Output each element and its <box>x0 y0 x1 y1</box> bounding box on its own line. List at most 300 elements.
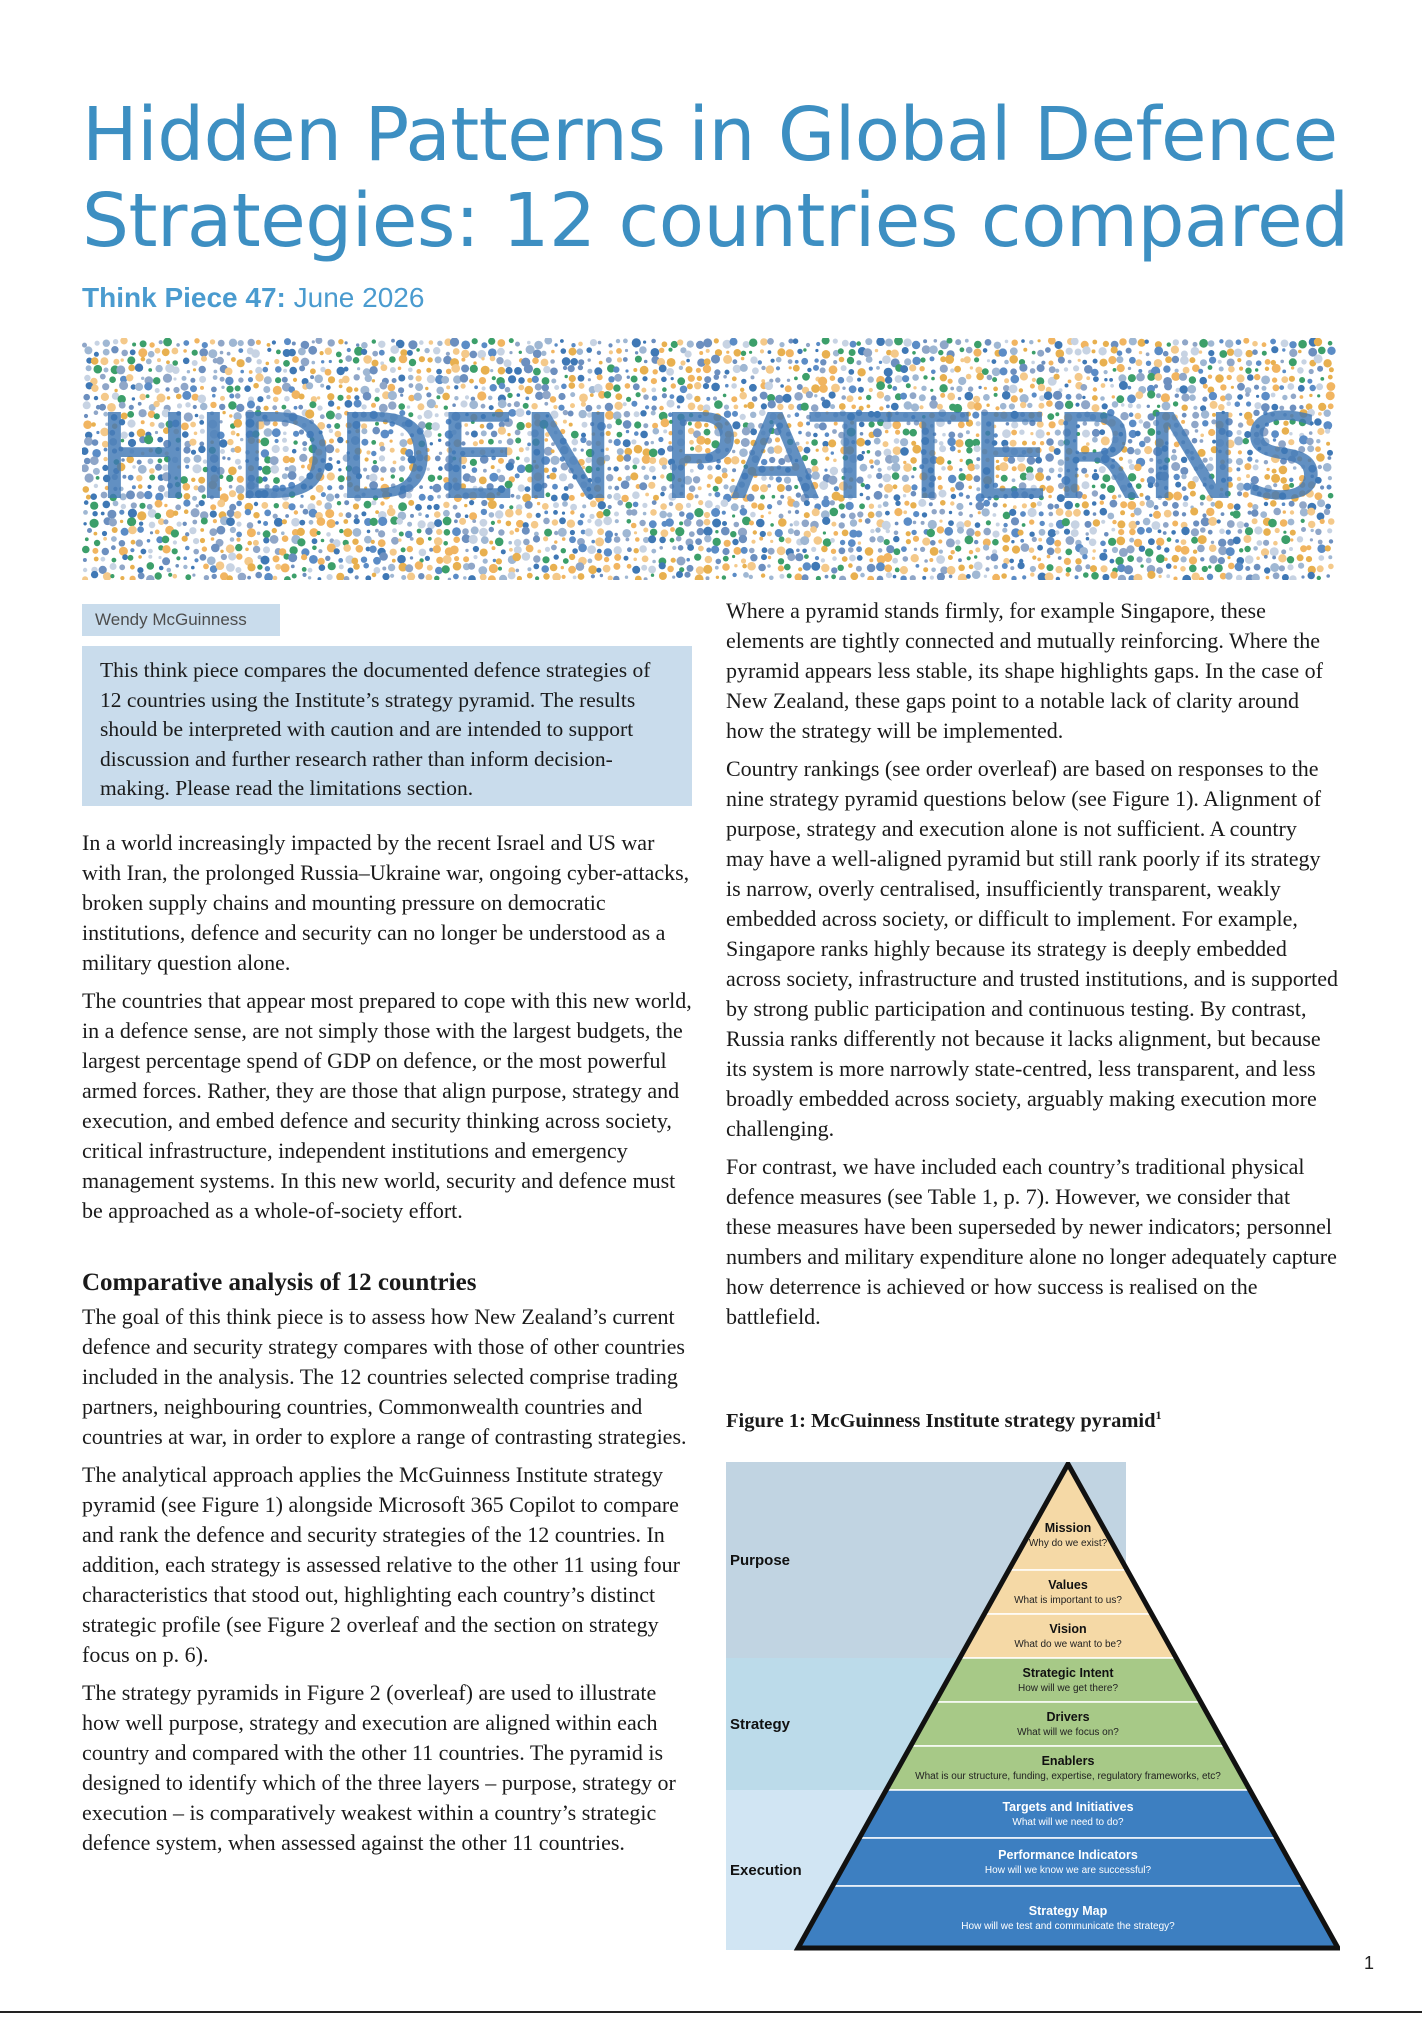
banner-dot <box>848 539 856 547</box>
banner-dot <box>1327 347 1335 355</box>
banner-dot <box>85 537 89 541</box>
pyramid-row-title: Strategic Intent <box>1022 1666 1114 1680</box>
banner-dot <box>838 565 844 571</box>
banner-dot <box>1289 341 1296 348</box>
banner-dot <box>392 559 396 563</box>
banner-dot <box>275 377 281 383</box>
banner-dot <box>501 549 506 554</box>
banner-dot <box>1163 365 1170 372</box>
banner-dot <box>369 366 377 374</box>
banner-dot <box>992 539 999 546</box>
banner-dot <box>535 576 539 580</box>
banner-dot <box>527 567 531 571</box>
banner-dot <box>570 530 575 535</box>
banner-dot <box>1064 367 1068 371</box>
banner-dot <box>225 368 233 376</box>
banner-dot <box>147 539 151 543</box>
banner-dot <box>1328 518 1335 525</box>
banner-dot <box>911 554 919 562</box>
banner-dot <box>162 545 170 553</box>
banner-dot <box>685 351 692 358</box>
pyramid-row <box>832 1838 1304 1886</box>
banner-dot <box>820 367 826 373</box>
banner-dot <box>1154 359 1163 368</box>
banner-dot <box>1209 544 1217 552</box>
banner-dot <box>585 528 593 536</box>
banner-dot <box>365 575 371 580</box>
banner-title-text: HIDDEN PATTERNS <box>95 388 1325 526</box>
banner-dot <box>651 574 654 577</box>
banner-dot <box>850 341 857 348</box>
banner-dot <box>428 537 432 541</box>
banner-dot <box>870 529 874 533</box>
banner-dot <box>885 339 893 347</box>
banner-dot <box>253 540 259 546</box>
banner-dot <box>724 540 731 547</box>
banner-dot <box>1226 547 1235 556</box>
banner-dot <box>263 367 269 373</box>
banner-dot <box>1275 528 1280 533</box>
banner-dot <box>453 574 459 580</box>
banner-dot <box>140 340 147 347</box>
banner-dot <box>849 555 856 562</box>
banner-dot <box>635 351 638 354</box>
banner-dot <box>220 377 225 382</box>
banner-dot <box>1287 564 1293 570</box>
banner-dot <box>816 576 821 580</box>
banner-dot <box>776 366 780 370</box>
banner-dot <box>533 555 540 562</box>
banner-dot <box>1086 532 1089 535</box>
banner-dot <box>480 549 488 557</box>
banner-dot <box>1129 338 1137 345</box>
banner-dot <box>86 495 91 500</box>
pyramid-row-title: Values <box>1048 1578 1088 1592</box>
banner-dot <box>102 548 109 555</box>
banner-dot <box>496 558 502 564</box>
banner-dot <box>265 566 270 571</box>
banner-dot <box>128 365 135 372</box>
banner-dot <box>1257 540 1263 546</box>
banner-dot <box>172 366 180 374</box>
banner-dot <box>633 558 637 562</box>
banner-dot <box>138 348 147 357</box>
banner-dot <box>625 576 628 579</box>
banner-dot <box>121 528 129 536</box>
banner-dot <box>1237 358 1241 362</box>
banner-dot <box>975 531 981 537</box>
banner-dot <box>722 548 729 555</box>
banner-dot <box>339 564 344 569</box>
banner-dot <box>1078 359 1081 362</box>
banner-dot <box>363 563 369 569</box>
banner-dot <box>1154 347 1163 356</box>
banner-dot <box>1282 370 1286 374</box>
banner-dot <box>1118 575 1126 580</box>
banner-dot <box>399 532 404 537</box>
banner-dot <box>751 540 755 544</box>
banner-dot <box>616 339 620 343</box>
banner-dot <box>1091 369 1099 377</box>
banner-dot <box>257 532 261 536</box>
banner-dot <box>711 355 720 364</box>
banner-dot <box>1116 356 1123 363</box>
banner-dot <box>608 576 613 581</box>
banner-dot <box>749 575 753 579</box>
banner-dot <box>544 338 552 345</box>
banner-dot <box>516 569 520 573</box>
banner-dot <box>121 358 124 361</box>
banner-dot <box>777 546 786 555</box>
banner-dot <box>517 576 522 580</box>
banner-dot <box>416 537 424 545</box>
banner-dot <box>869 558 873 562</box>
banner-dot <box>248 377 253 382</box>
banner-dot <box>282 535 289 542</box>
banner-dot <box>83 420 92 429</box>
banner-dot <box>923 339 927 343</box>
banner-dot <box>1207 574 1213 580</box>
banner-dot <box>276 350 281 355</box>
banner-dot <box>297 538 305 546</box>
banner-dot <box>833 360 837 364</box>
banner-dot <box>551 379 556 384</box>
banner-dot <box>541 565 549 573</box>
banner-dot <box>1317 576 1321 580</box>
banner-dot <box>1173 565 1177 569</box>
banner-dot <box>391 339 395 343</box>
banner-dot <box>1167 537 1172 542</box>
banner-dot <box>1075 373 1083 381</box>
banner-dot <box>929 345 938 354</box>
banner-dot <box>1124 565 1133 574</box>
banner-dot <box>1037 545 1043 551</box>
banner-dot <box>822 350 831 359</box>
banner-dot <box>1298 563 1304 569</box>
banner-dot <box>1066 536 1075 545</box>
banner-dot <box>255 367 262 374</box>
banner-dot <box>609 350 613 354</box>
banner-dot <box>175 564 179 568</box>
banner-dot <box>920 547 925 552</box>
banner-dot <box>1254 374 1260 380</box>
banner-dot <box>155 530 160 535</box>
banner-dot <box>1320 377 1324 381</box>
banner-dot <box>1055 547 1062 554</box>
banner-dot <box>821 558 825 562</box>
think-piece-subtitle <box>82 282 424 314</box>
banner-dot <box>1093 376 1099 382</box>
banner-dot <box>345 355 352 362</box>
banner-dot <box>91 357 99 365</box>
banner-dot <box>127 356 135 364</box>
banner-dot <box>1068 380 1072 384</box>
banner-dot <box>608 343 612 347</box>
banner-dot <box>1244 546 1250 552</box>
banner-dot <box>966 574 971 579</box>
banner-dot <box>1309 369 1314 374</box>
banner-dot <box>760 349 764 353</box>
banner-dot <box>1157 545 1162 550</box>
banner-dot <box>419 340 424 345</box>
banner-dot <box>101 557 106 562</box>
banner-dot <box>938 350 943 355</box>
banner-dot <box>1318 347 1326 355</box>
banner-dot <box>292 574 297 579</box>
banner-dot <box>551 350 555 354</box>
banner-dot <box>749 339 757 347</box>
banner-dot <box>210 339 215 344</box>
banner-dot <box>173 540 177 544</box>
banner-dot <box>950 368 954 372</box>
banner-dot <box>86 365 92 371</box>
banner-dot <box>802 373 810 381</box>
banner-dot <box>301 554 307 560</box>
banner-dot <box>1266 576 1270 580</box>
banner-dot <box>131 540 136 545</box>
banner-dot <box>920 357 925 362</box>
banner-dot <box>930 356 935 361</box>
banner-dot <box>289 367 297 375</box>
banner-dot <box>604 548 612 556</box>
banner-dot <box>1328 456 1332 460</box>
banner-dot <box>427 357 432 362</box>
banner-dot <box>1236 339 1242 345</box>
banner-dot <box>821 546 828 553</box>
banner-dot <box>1030 368 1036 374</box>
banner-dot <box>308 346 317 355</box>
banner-dot <box>684 572 690 578</box>
banner-dot <box>833 339 838 344</box>
banner-dot <box>339 359 343 363</box>
banner-dot <box>518 377 525 384</box>
banner-dot <box>1158 575 1161 578</box>
banner-dot <box>1289 547 1293 551</box>
banner-dot <box>1219 367 1224 372</box>
banner-dot <box>761 573 765 577</box>
banner-dot <box>1181 539 1187 545</box>
banner-dot <box>1075 565 1082 572</box>
banner-dot <box>515 342 520 347</box>
banner-dot <box>318 558 325 565</box>
banner-dot <box>1199 377 1207 385</box>
pyramid-row-question: How will we get there? <box>1017 1683 1119 1694</box>
banner-dot <box>257 564 262 569</box>
banner-dot <box>572 548 578 554</box>
banner-dot <box>1297 536 1303 542</box>
banner-dot <box>462 528 469 535</box>
banner-dot <box>668 348 672 352</box>
banner-dot <box>832 556 837 561</box>
banner-dot <box>112 558 117 563</box>
banner-dot <box>270 535 279 544</box>
banner-dot <box>1104 370 1108 374</box>
banner-dot <box>551 545 557 551</box>
banner-dot <box>1056 349 1065 358</box>
banner-dot <box>604 557 609 562</box>
banner-dot <box>860 573 865 578</box>
banner-dot <box>308 568 313 573</box>
banner-dot <box>902 347 909 354</box>
banner-dot <box>509 530 514 535</box>
banner-dot <box>892 558 898 564</box>
banner-dot <box>282 377 288 383</box>
banner-dot <box>318 549 322 553</box>
banner-dot <box>948 379 953 384</box>
banner-dot <box>972 570 981 579</box>
banner-dot <box>597 528 604 535</box>
banner-dot <box>680 360 685 365</box>
banner-dot <box>91 571 98 578</box>
banner-dot <box>886 545 894 553</box>
banner-dot <box>1018 530 1024 536</box>
banner-dot <box>401 547 406 552</box>
banner-dot <box>493 559 496 562</box>
banner-dot <box>453 536 460 543</box>
banner-dot <box>183 556 187 560</box>
banner-dot <box>443 555 452 564</box>
banner-dot <box>588 378 591 381</box>
banner-dot <box>594 367 602 375</box>
banner-dot <box>857 378 861 382</box>
body-paragraph: Where a pyramid stands firmly, for example Singapore, these elements are tightly connected and mutually reinforcing. Where the pyramid appears less stable, its shape highlights gaps. In the case of New Zealand, these gaps point to a notable lack of clarity around how the strategy will be implemented. <box>726 598 1323 743</box>
banner-dot <box>225 377 233 385</box>
banner-dot <box>910 575 916 580</box>
banner-dot <box>168 573 172 577</box>
banner-dot <box>885 376 892 383</box>
banner-dot <box>992 574 1000 580</box>
banner-dot <box>1089 527 1097 535</box>
banner-dot <box>1218 360 1222 364</box>
banner-dot <box>786 349 794 357</box>
banner-dot <box>527 573 533 579</box>
banner-dot <box>159 566 164 571</box>
banner-dot <box>820 359 826 365</box>
banner-dot <box>1283 531 1286 534</box>
banner-dot <box>958 377 966 385</box>
banner-dot <box>801 358 808 365</box>
banner-dot <box>855 530 862 537</box>
page-title: Hidden Patterns in Global Defence Strategies: 12 countries compared <box>82 92 1349 264</box>
banner-dot <box>912 351 916 355</box>
banner-dot <box>721 527 730 536</box>
banner-dot <box>193 538 199 544</box>
banner-dot <box>390 367 396 373</box>
banner-dot <box>441 376 449 384</box>
banner-dot <box>255 373 263 381</box>
banner-dot <box>171 529 179 537</box>
banner-dot <box>1236 575 1242 580</box>
banner-dot <box>267 348 271 352</box>
banner-dot <box>84 437 93 446</box>
banner-dot <box>490 356 496 362</box>
banner-dot <box>372 339 376 343</box>
banner-dot <box>120 338 127 345</box>
banner-dot <box>1146 558 1152 564</box>
pyramid-row <box>959 1614 1176 1658</box>
banner-dot <box>766 365 774 373</box>
banner-dot <box>686 359 690 363</box>
banner-dot <box>141 377 144 380</box>
banner-dot <box>1113 368 1117 372</box>
banner-dot <box>1004 360 1009 365</box>
banner-dot <box>149 342 154 347</box>
banner-dot <box>1032 537 1037 542</box>
banner-dot <box>336 573 344 580</box>
banner-dot <box>1228 563 1235 570</box>
banner-dot <box>1180 566 1186 572</box>
banner-dot <box>218 340 225 347</box>
banner-dot <box>1126 545 1134 553</box>
banner-dot <box>327 574 333 580</box>
banner-dot <box>900 365 908 373</box>
banner-dot <box>571 343 575 347</box>
banner-dot <box>706 576 710 580</box>
banner-dot <box>499 575 507 580</box>
banner-dot <box>1301 575 1304 578</box>
banner-dot <box>120 576 124 580</box>
banner-dot <box>761 366 765 370</box>
banner-dot <box>1092 340 1097 345</box>
banner-dot <box>1133 574 1142 580</box>
banner-dot <box>371 540 375 544</box>
banner-dot <box>235 567 241 573</box>
banner-dot <box>1218 557 1225 564</box>
banner-dot <box>436 529 442 535</box>
banner-dot <box>1046 537 1054 545</box>
banner-dot <box>895 568 900 573</box>
banner-dot <box>82 343 87 348</box>
banner-dot <box>635 537 640 542</box>
banner-dot <box>1037 350 1044 357</box>
banner-dot <box>272 340 276 344</box>
banner-dot <box>986 556 990 560</box>
banner-dot <box>497 339 505 347</box>
banner-dot <box>1116 537 1125 546</box>
banner-dot <box>162 557 170 565</box>
banner-dot <box>1001 573 1007 579</box>
banner-dot <box>312 546 317 551</box>
banner-dot <box>1245 527 1253 535</box>
banner-dot <box>1270 547 1279 556</box>
banner-dot <box>138 555 142 559</box>
banner-dot <box>364 536 372 544</box>
banner-dot <box>1138 369 1142 373</box>
banner-dot <box>726 351 729 354</box>
banner-dot <box>1245 368 1251 374</box>
pyramid-row-title: Mission <box>1044 1521 1092 1535</box>
banner-dot <box>1255 368 1258 371</box>
banner-dot <box>135 364 143 372</box>
banner-dot <box>659 365 667 373</box>
banner-dot <box>226 563 235 572</box>
banner-dot <box>615 533 618 536</box>
banner-dot <box>922 345 931 354</box>
banner-dot <box>1138 339 1146 347</box>
banner-dot <box>734 564 737 567</box>
banner-dot <box>838 377 845 384</box>
banner-dot <box>187 370 190 373</box>
banner-dot <box>1104 532 1109 537</box>
banner-dot <box>901 546 907 552</box>
banner-dot <box>936 555 945 564</box>
banner-dot <box>648 535 656 543</box>
intro-paragraph: In a world increasingly impacted by the recent Israel and US war with Iran, the prolonged Russia–Ukraine war, ongoing cyber-attacks, broken supply chains and mounting pressure on democratic institutions, defence and security can no longer be understood as a military question alone. <box>82 830 690 975</box>
banner-dot <box>554 343 557 346</box>
banner-dot <box>469 379 474 384</box>
banner-dot <box>1328 564 1334 570</box>
banner-dot <box>477 350 486 359</box>
